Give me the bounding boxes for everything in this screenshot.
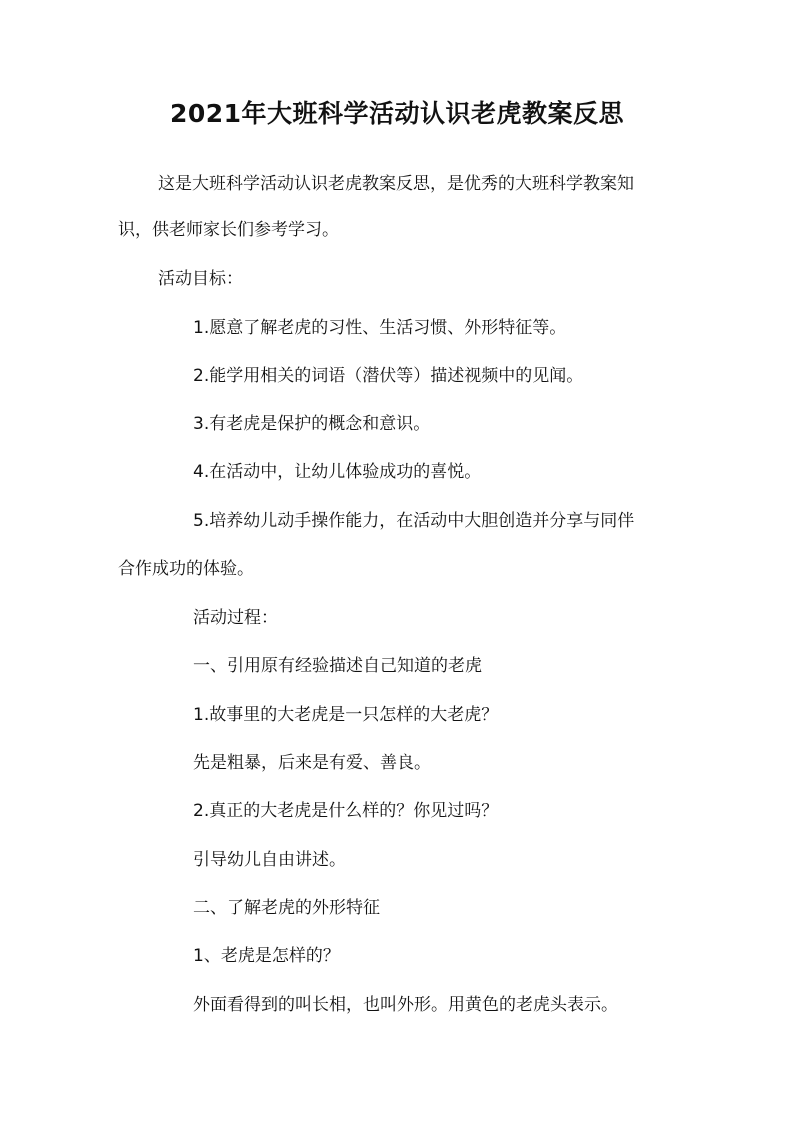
process-step-2-heading: 二、了解老虎的外形特征: [193, 898, 380, 918]
goal-item-5-line-2: 合作成功的体验。: [118, 559, 254, 579]
paragraph-intro-line-1: 这是大班科学活动认识老虎教案反思，是优秀的大班科学教案知: [158, 174, 634, 194]
goal-item-3: 3.有老虎是保护的概念和意识。: [193, 414, 431, 434]
goal-item-1: 1.愿意了解老虎的习性、生活习惯、外形特征等。: [193, 318, 567, 338]
goal-item-4: 4.在活动中，让幼儿体验成功的喜悦。: [193, 462, 482, 482]
process-step-1-heading: 一、引用原有经验描述自己知道的老虎: [193, 656, 482, 676]
goal-item-2: 2.能学用相关的词语（潜伏等）描述视频中的见闻。: [193, 366, 584, 386]
process-question-3: 1、老虎是怎样的？: [193, 946, 340, 966]
process-answer-2: 引导幼儿自由讲述。: [193, 850, 346, 870]
process-question-1: 1.故事里的大老虎是一只怎样的大老虎？: [193, 705, 499, 725]
document-title: 2021年大班科学活动认识老虎教案反思: [169, 99, 625, 128]
process-answer-3: 外面看得到的叫长相，也叫外形。用黄色的老虎头表示。: [193, 995, 618, 1015]
process-answer-1: 先是粗暴，后来是有爱、善良。: [193, 753, 431, 773]
paragraph-intro-line-2: 识，供老师家长们参考学习。: [118, 220, 339, 240]
section-heading-process: 活动过程：: [193, 608, 278, 628]
process-question-2: 2.真正的大老虎是什么样的？你见过吗？: [193, 801, 499, 821]
section-heading-goals: 活动目标：: [158, 269, 243, 289]
goal-item-5-line-1: 5.培养幼儿动手操作能力，在活动中大胆创造并分享与同伴: [193, 511, 635, 531]
